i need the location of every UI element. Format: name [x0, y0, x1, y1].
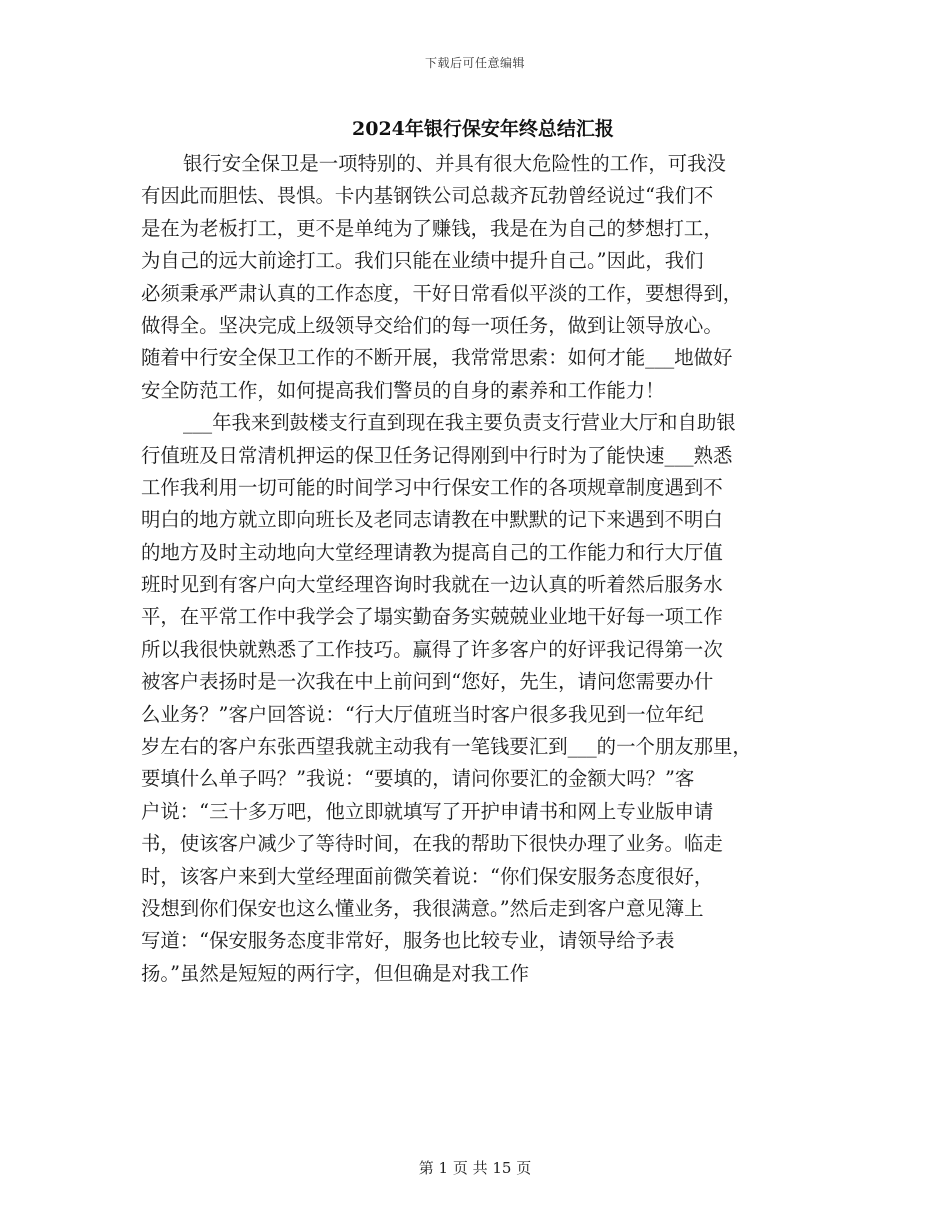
paragraph-line: 户说：“三十多万吧，他立即就填写了开护申请书和网上专业版申请: [141, 799, 714, 823]
paragraph-line: 要填什么单子吗？”我说：“要填的，请问你要汇的金额大吗？”客: [141, 767, 695, 791]
page-number: 第 1 页 共 15 页: [418, 1159, 532, 1177]
paragraph-line: 被客户表扬时是一次我在中上前问到“您好，先生，请问您需要办什: [141, 670, 714, 694]
document-title: 2024年银行保安年终总结汇报: [352, 118, 614, 140]
paragraph-line: 银行安全保卫是一项特别的、并具有很大危险性的工作，可我没: [183, 152, 726, 175]
document-body: [141, 148, 821, 990]
paragraph-line: ___年我来到鼓楼支行直到现在我主要负责支行营业大厅和自助银: [183, 411, 736, 435]
paragraph-line: 时，该客户来到大堂经理面前微笑着说：“你们保安服务态度很好，: [141, 864, 714, 888]
paragraph-line: 扬。”虽然是短短的两行字，但但确是对我工作: [141, 961, 530, 985]
paragraph-line: 为自己的远大前途打工。我们只能在业绩中提升自己。”因此，我们: [141, 249, 704, 273]
paragraph-line: 随着中行安全保卫工作的不断开展，我常常思索：如何才能___地做好: [141, 346, 733, 370]
paragraph-line: 有因此而胆怯、畏惧。卡内基钢铁公司总裁齐瓦勃曾经说过“我们不: [141, 184, 714, 208]
paragraph-line: 安全防范工作，如何提高我们警员的自身的素养和工作能力！: [141, 378, 665, 402]
paragraph-line: 所以我很快就熟悉了工作技巧。赢得了许多客户的好评我记得第一次: [141, 637, 723, 661]
paragraph-line: 必须秉承严肃认真的工作态度，干好日常看似平淡的工作，要想得到，: [141, 281, 743, 305]
paragraph-line: 书，使该客户减少了等待时间，在我的帮助下很快办理了业务。临走: [141, 832, 723, 856]
paragraph-line: 么业务？”客户回答说：“行大厅值班当时客户很多我见到一位年纪: [141, 702, 704, 726]
paragraph-line: 班时见到有客户向大堂经理咨询时我就在一边认真的听着然后服务水: [141, 573, 723, 597]
header-note: 下载后可任意编辑: [424, 56, 525, 70]
paragraph-line: 平，在平常工作中我学会了塌实勤奋务实兢兢业业地干好每一项工作: [141, 605, 723, 629]
paragraph-line: 工作我利用一切可能的时间学习中行保安工作的各项规章制度遇到不: [141, 475, 723, 499]
paragraph-line: 是在为老板打工，更不是单纯为了赚钱，我是在为自己的梦想打工，: [141, 216, 723, 240]
paragraph-line: 的地方及时主动地向大堂经理请教为提高自己的工作能力和行大厅值: [141, 540, 723, 564]
paragraph-line: 没想到你们保安也这么懂业务，我很满意。”然后走到客户意见簿上: [141, 896, 704, 920]
paragraph-line: 做得全。坚决完成上级领导交给们的每一项任务，做到让领导放心。: [141, 313, 723, 337]
paragraph-line: 行值班及日常清机押运的保卫任务记得刚到中行时为了能快速___熟悉: [141, 443, 733, 467]
paragraph-line: 岁左右的客户东张西望我就主动我有一笔钱要汇到___的一个朋友那里，: [141, 735, 752, 759]
paragraph-line: 明白的地方就立即向班长及老同志请教在中默默的记下来遇到不明白: [141, 508, 723, 532]
paragraph-line: 写道：“保安服务态度非常好，服务也比较专业，请领导给予表: [141, 929, 675, 953]
